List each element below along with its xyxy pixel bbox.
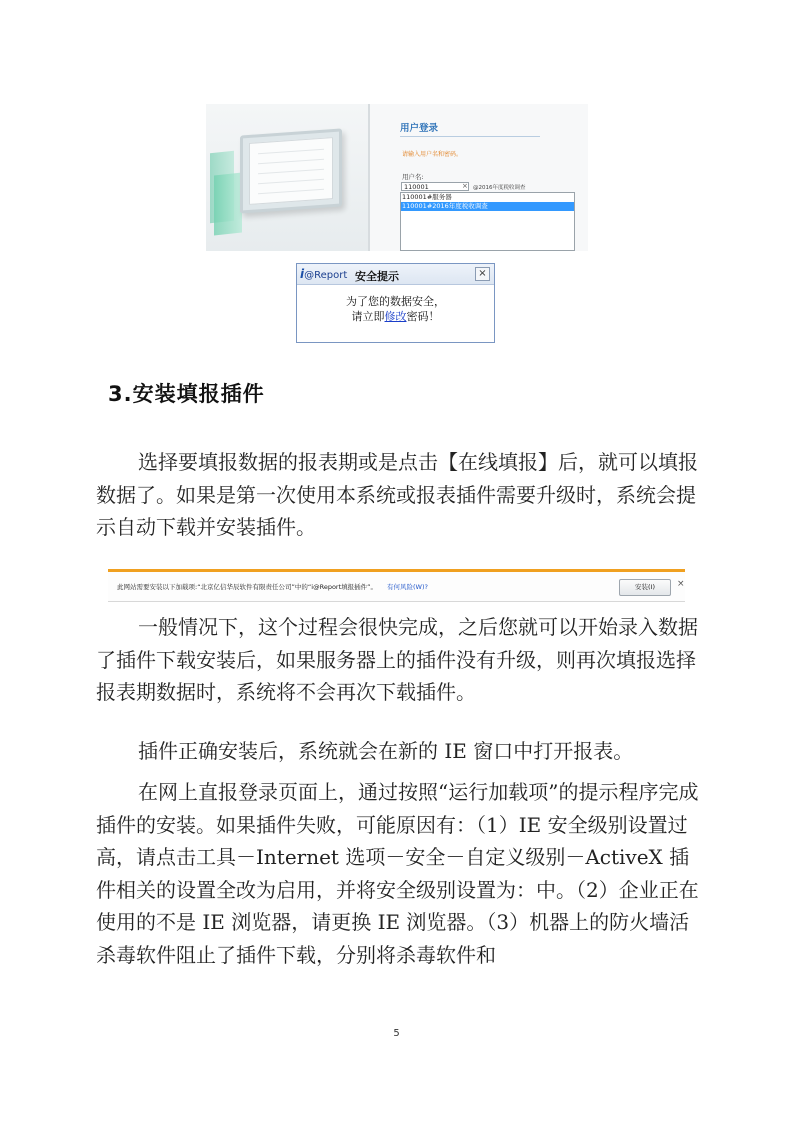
page-number: 5 [393,1028,400,1039]
infobar-text: 此网站需要安装以下加载项:“北京亿信华辰软件有限责任公司”中的“i@Report填报插件”。 [117,583,378,591]
infobar-message [117,582,428,591]
close-icon[interactable]: × [677,579,685,589]
title-underline [400,136,540,137]
login-illustration [206,104,368,251]
list-item[interactable]: 110001#服务器 [402,193,452,201]
screen-line [258,159,324,165]
ireport-logo [300,267,347,281]
dialog-title: 安全提示 [355,270,399,283]
dialog-message: 为了您的数据安全， [346,295,445,308]
install-button[interactable]: 安装(I) [619,579,671,596]
security-dialog [296,263,495,343]
paragraph: 在网上直报登录页面上，通过按照“运行加载项”的提示程序完成插件的安装。如果插件失败，可能原因有：（1）IE 安全级别设置过高，请点击工具－Internet 选项－安全－自定义级别－ActiveX 插件相关的设置全改为启用，并将安全级别设置为：中。（2）企业正在使用的不是 IE 浏览器，请更换 IE 浏览器。（3）机器上的防火墙活杀毒软件阻止了插件下载，分别将杀毒软件和 [96,780,699,967]
screen-line [258,189,324,195]
paragraph: 一般情况下，这个过程会很快完成，之后您就可以开始录入数据了插件下载安装后，如果服务器上的插件没有升级，则再次填报选择报表期数据时，系统将不会再次下载插件。 [96,615,698,704]
risk-link[interactable]: 有何风险(W)? [387,583,428,591]
paragraph: 选择要填报数据的报表期或是点击【在线填报】后，就可以填报数据了。如果是第一次使用本系统或报表插件需要升级时，系统会提示自动下载并安装插件。 [96,450,698,539]
username-label: 用户名: [402,173,424,181]
change-password-link[interactable]: 修改 [384,310,407,323]
screen-line [258,179,324,185]
list-item[interactable]: 110001#2016年度税收调查 [401,202,574,211]
decor-stripe [214,173,242,236]
selected-report: @2016年度税收调查 [473,185,526,191]
monitor-screen [249,137,333,205]
message-text: 请立即 [351,310,385,323]
username-input[interactable]: 110001 [401,182,469,191]
close-icon[interactable]: × [475,267,490,281]
dialog-message-line2 [297,308,494,324]
message-text: 密码！ [406,310,440,323]
dialog-titlebar [297,264,494,285]
monitor-illustration [240,128,342,213]
login-hint: 请输入用户名和密码。 [402,151,463,158]
clear-icon[interactable]: × [462,182,468,190]
login-title: 用户登录 [400,123,439,134]
paragraph: 插件正确安装后，系统就会在新的 IE 窗口中打开报表。 [138,739,634,763]
logo-i: i [300,267,305,281]
screen-line [258,149,324,155]
section-heading: 3.安装填报插件 [108,382,265,406]
screen-line [258,169,324,175]
server-list[interactable] [400,192,575,251]
logo-text: @Report [304,270,348,281]
ie-infobar [108,569,685,602]
login-screenshot [206,104,588,251]
login-form [370,104,588,251]
